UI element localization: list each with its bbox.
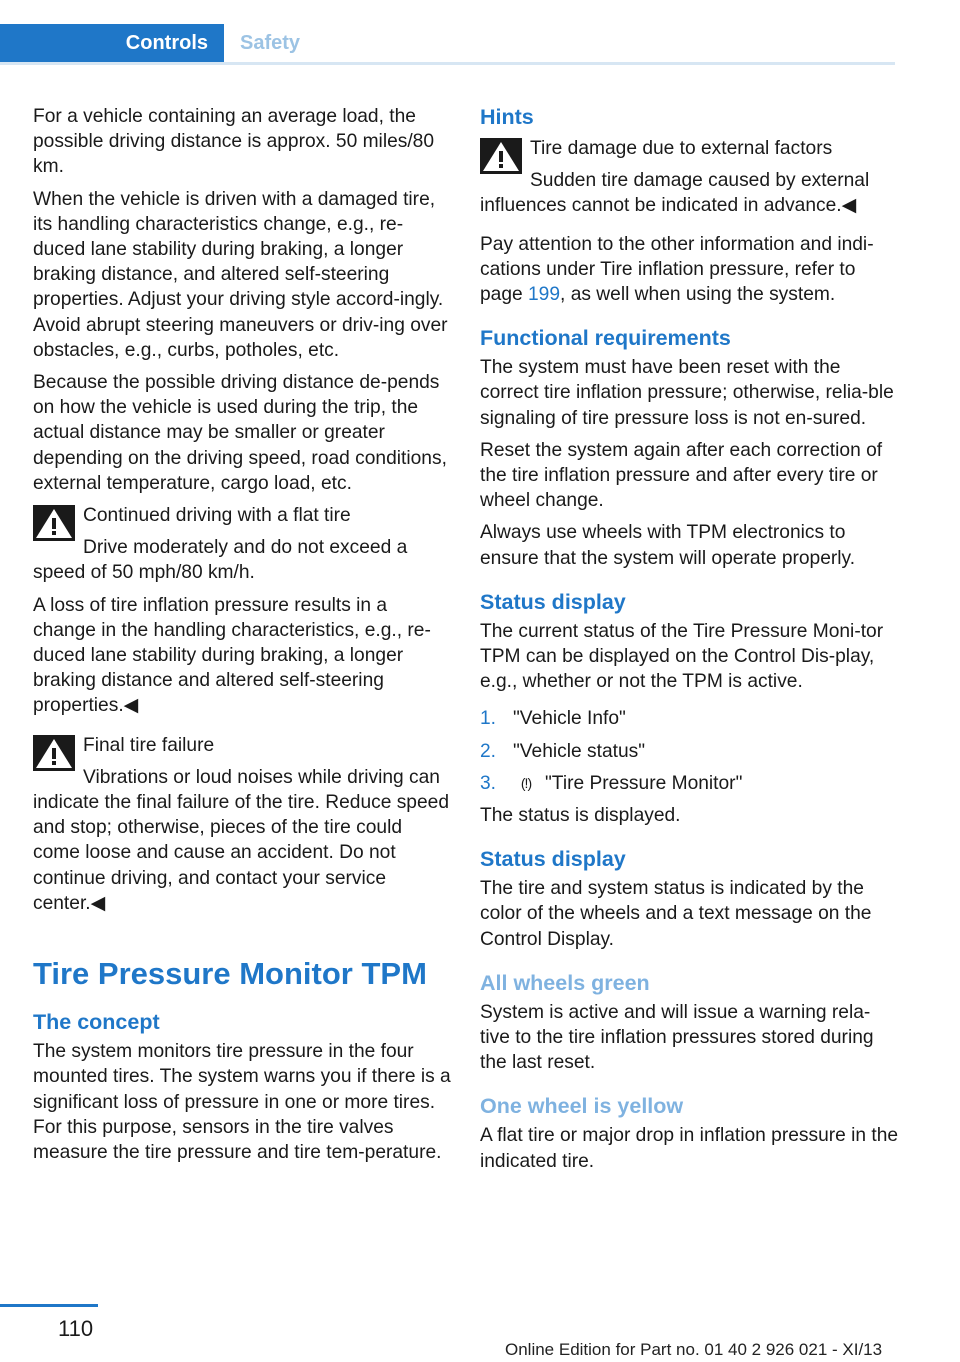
paragraph: When the vehicle is driven with a damaged tire, its handling characteristics change, e.g., re‐duced lane stability during braking, a longer braking distance, and altered self-steering properties. Adjust your driving style accord‐ingly. Avoid abrupt steering maneuvers or driv‐ing over obstacles, e.g., curbs, potholes, etc. — [33, 188, 448, 361]
warning-block — [33, 503, 451, 586]
paragraph-text: , as well when using the system. — [560, 284, 836, 306]
subheading: All wheels green — [480, 970, 650, 995]
paragraph: System is active and will issue a warning rela‐tive to the tire inflation pressures stored during the last reset. — [480, 1001, 874, 1074]
step-text: "Vehicle Info" — [513, 708, 626, 730]
list-item — [480, 771, 900, 796]
tab-controls[interactable]: Controls — [0, 24, 224, 62]
paragraph-text: Pay attention to the other information and indi‐cations under Tire inflation pressure, refer to page — [480, 233, 874, 306]
paragraph: A flat tire or major drop in inflation pressure in the indicated tire. — [480, 1125, 899, 1172]
warning-text: Vibrations or loud noises while driving can indicate the final failure of the tire. Reduce speed and stop; otherwise, pieces of the tire could come loose and cause an accident. Do not continue driving, and contact your service center.◀ — [33, 766, 449, 914]
paragraph: The tire and system status is indicated by the color of the wheels and a text message on the Control Display. — [480, 878, 872, 950]
paragraph: The current status of the Tire Pressure Moni‐tor TPM can be displayed on the Control Dis‐play, e.g., whether or not the TPM is active. — [480, 620, 884, 693]
subheading: Hints — [480, 105, 534, 129]
list-item — [480, 706, 900, 731]
subheading: The concept — [33, 1010, 160, 1035]
tab-safety[interactable]: Safety — [240, 31, 301, 54]
paragraph: The system must have been reset with the correct tire inflation pressure; otherwise, relia‐ble signaling of tire pressure loss is not en‐sured. — [480, 357, 894, 429]
step-text: "Vehicle status" — [513, 740, 646, 762]
list-item — [480, 739, 900, 764]
warning-text: Sudden tire damage caused by external influences cannot be indicated in advance.◀ — [480, 170, 870, 217]
paragraph: Because the possible driving distance de‐pends on how the vehicle is used during the trip, the actual distance may be smaller or greater depending on the driving speed, road conditions, external temperature, cargo load, etc. — [33, 372, 447, 494]
paragraph: Always use wheels with TPM electronics to ensure that the system will operate properly. — [480, 522, 856, 569]
left-column — [33, 104, 451, 1172]
steps-list — [480, 706, 900, 796]
warning-title: Continued driving with a flat tire — [83, 505, 351, 527]
page-link[interactable]: 199 — [528, 284, 561, 306]
page-number: 110 — [58, 1316, 94, 1341]
tire-pressure-warning-icon: (!) — [520, 774, 532, 791]
section-tabs — [0, 24, 895, 65]
section-heading: Tire Pressure Monitor TPM — [33, 956, 427, 992]
warning-title: Final tire failure — [83, 734, 215, 756]
subheading: Status display — [480, 847, 626, 872]
warning-text: Drive moderately and do not exceed a speed of 50 mph/80 km/h. — [33, 537, 408, 584]
warning-triangle-icon — [33, 505, 75, 541]
paragraph: For a vehicle containing an average load, the possible driving distance is approx. 50 miles/80 km. — [33, 106, 435, 178]
right-column — [480, 104, 900, 1181]
warning-block — [33, 733, 451, 916]
warning-title: Tire damage due to external factors — [530, 138, 833, 159]
subheading: Functional requirements — [480, 326, 731, 351]
paragraph: A loss of tire inflation pressure results in a change in the handling characteristics, e.g., re‐duced lane stability during braking, a longer braking distance and altered self-steering properties.◀ — [33, 594, 431, 717]
paragraph — [480, 232, 900, 308]
subheading: Status display — [480, 589, 626, 614]
edition-note: Online Edition for Part no. 01 40 2 926 021 - XI/13 — [505, 1340, 883, 1359]
warning-block — [480, 136, 900, 219]
subheading: One wheel is yellow — [480, 1094, 684, 1119]
step-number: 1. — [480, 708, 497, 730]
paragraph: The system monitors tire pressure in the four mounted tires. The system warns you if there is a significant loss of pressure in one or more tires. For this purpose, sensors in the tire valves measure the tire pressure and tire tem‐perature. — [33, 1041, 451, 1163]
step-text: "Tire Pressure Monitor" — [545, 772, 743, 794]
paragraph: Reset the system again after each correction of the tire inflation pressure and after every tire or wheel change. — [480, 439, 883, 512]
step-number: 2. — [480, 740, 497, 762]
warning-triangle-icon — [480, 138, 522, 174]
step-number: 3. — [480, 772, 497, 794]
paragraph: The status is displayed. — [480, 805, 681, 827]
footer-rule — [0, 1304, 98, 1307]
warning-triangle-icon — [33, 735, 75, 771]
